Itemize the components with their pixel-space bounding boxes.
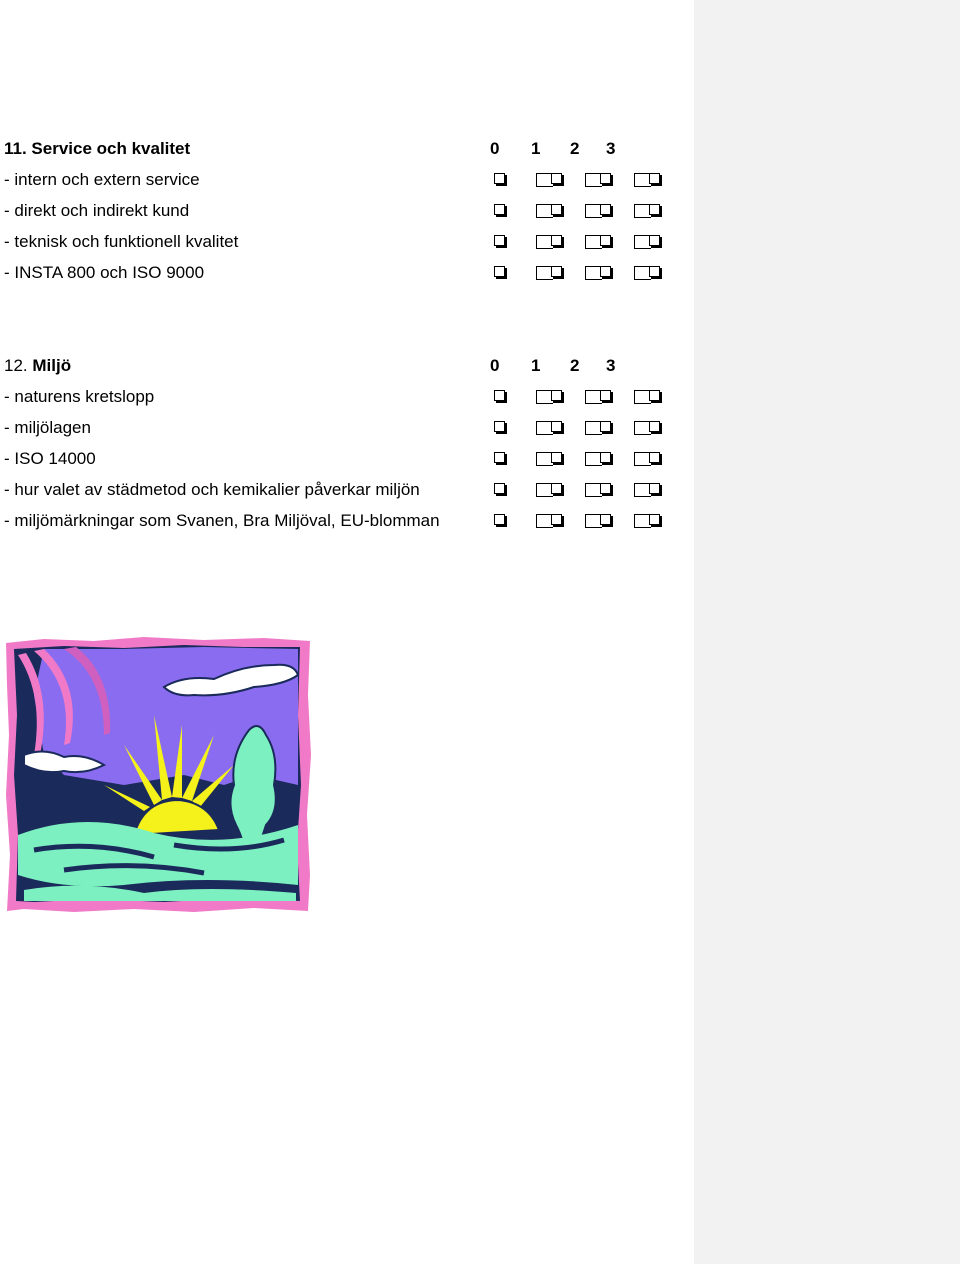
item-text: hur valet av städmetod och kemikalier påverkar miljön: [14, 480, 420, 499]
section-header: [0, 133, 694, 164]
checkbox-square: [649, 421, 660, 432]
checkbox-square: [649, 266, 660, 277]
section-environment: [0, 350, 694, 536]
rating-checkbox-1[interactable]: [536, 483, 562, 496]
checkbox-square: [600, 266, 611, 277]
checkbox-square: [551, 235, 562, 246]
list-item: [0, 195, 694, 226]
rating-checkbox-2[interactable]: [585, 514, 611, 527]
scale-1: 1: [531, 139, 541, 158]
scale-3: 3: [606, 139, 616, 158]
checkbox-square: [649, 235, 660, 246]
sunrise-landscape-picture: [4, 635, 312, 913]
list-item: [0, 257, 694, 288]
checkbox-square: [551, 173, 562, 184]
checkbox-square: [551, 483, 562, 494]
list-item: [0, 381, 694, 412]
rating-checkbox-0[interactable]: [493, 204, 505, 217]
checkbox-square: [494, 266, 505, 277]
checkbox-square: [649, 483, 660, 494]
rating-checkbox-3[interactable]: [634, 235, 660, 248]
checkbox-square: [600, 390, 611, 401]
checkbox-square: [600, 421, 611, 432]
rating-checkbox-0[interactable]: [493, 390, 505, 403]
checkbox-square: [649, 452, 660, 463]
checkbox-square: [494, 173, 505, 184]
item-dash: -: [4, 449, 10, 468]
item-dash: -: [4, 511, 10, 530]
checkbox-square: [551, 514, 562, 525]
list-item: [0, 474, 694, 505]
checkbox-square: [551, 421, 562, 432]
rating-checkbox-0[interactable]: [493, 452, 505, 465]
item-dash: -: [4, 201, 10, 220]
item-dash: -: [4, 387, 10, 406]
scale-1: 1: [531, 356, 541, 375]
rating-checkbox-1[interactable]: [536, 173, 562, 186]
item-dash: -: [4, 232, 10, 251]
section-header: [0, 350, 694, 381]
rating-checkbox-3[interactable]: [634, 390, 660, 403]
checkbox-square: [494, 483, 505, 494]
item-text: miljölagen: [14, 418, 91, 437]
checkbox-square: [551, 452, 562, 463]
scale-2: 2: [570, 356, 580, 375]
section-title: Miljö: [32, 356, 72, 375]
rating-checkbox-2[interactable]: [585, 452, 611, 465]
rating-checkbox-0[interactable]: [493, 235, 505, 248]
checkbox-square: [551, 390, 562, 401]
rating-checkbox-3[interactable]: [634, 421, 660, 434]
checkbox-square: [494, 514, 505, 525]
rating-checkbox-2[interactable]: [585, 266, 611, 279]
rating-checkbox-0[interactable]: [493, 514, 505, 527]
scale-0: 0: [490, 139, 500, 158]
checkbox-square: [494, 452, 505, 463]
checkbox-square: [600, 452, 611, 463]
rating-checkbox-2[interactable]: [585, 390, 611, 403]
item-text: INSTA 800 och ISO 9000: [14, 263, 205, 282]
rating-checkbox-3[interactable]: [634, 204, 660, 217]
rating-checkbox-2[interactable]: [585, 173, 611, 186]
checkbox-square: [649, 204, 660, 215]
rating-checkbox-1[interactable]: [536, 204, 562, 217]
item-text: ISO 14000: [14, 449, 96, 468]
rating-checkbox-0[interactable]: [493, 483, 505, 496]
scale-0: 0: [490, 356, 500, 375]
scale-3: 3: [606, 356, 616, 375]
side-panel: [694, 0, 960, 1264]
checkbox-square: [649, 173, 660, 184]
checkbox-square: [649, 514, 660, 525]
item-text: teknisk och funktionell kvalitet: [14, 232, 239, 251]
list-item: [0, 505, 694, 536]
checkbox-square: [494, 235, 505, 246]
scale-2: 2: [570, 139, 580, 158]
rating-checkbox-3[interactable]: [634, 514, 660, 527]
rating-checkbox-0[interactable]: [493, 421, 505, 434]
checkbox-square: [494, 204, 505, 215]
item-dash: -: [4, 170, 10, 189]
checkbox-square: [600, 204, 611, 215]
rating-checkbox-0[interactable]: [493, 266, 505, 279]
item-text: miljömärkningar som Svanen, Bra Miljöval, EU-blomman: [14, 511, 440, 530]
checkbox-square: [600, 235, 611, 246]
rating-checkbox-3[interactable]: [634, 483, 660, 496]
section-service-quality: [0, 133, 694, 288]
list-item: [0, 412, 694, 443]
item-dash: -: [4, 480, 10, 499]
checkbox-square: [494, 421, 505, 432]
rating-checkbox-1[interactable]: [536, 514, 562, 527]
checkbox-square: [494, 390, 505, 401]
rating-checkbox-2[interactable]: [585, 421, 611, 434]
item-dash: -: [4, 263, 10, 282]
section-number: 12.: [4, 356, 28, 375]
rating-checkbox-3[interactable]: [634, 452, 660, 465]
checkbox-square: [600, 173, 611, 184]
item-text: direkt och indirekt kund: [14, 201, 190, 220]
item-text: naturens kretslopp: [14, 387, 155, 406]
list-item: [0, 443, 694, 474]
checkbox-square: [649, 390, 660, 401]
checkbox-square: [551, 266, 562, 277]
checkbox-square: [551, 204, 562, 215]
item-text: intern och extern service: [14, 170, 200, 189]
checkbox-square: [600, 514, 611, 525]
rating-checkbox-1[interactable]: [536, 266, 562, 279]
rating-checkbox-1[interactable]: [536, 421, 562, 434]
rating-checkbox-2[interactable]: [585, 483, 611, 496]
rating-checkbox-1[interactable]: [536, 390, 562, 403]
list-item: [0, 164, 694, 195]
rating-checkbox-1[interactable]: [536, 235, 562, 248]
rating-checkbox-1[interactable]: [536, 452, 562, 465]
rating-checkbox-3[interactable]: [634, 173, 660, 186]
item-dash: -: [4, 418, 10, 437]
section-title: 11. Service och kvalitet: [4, 139, 191, 158]
rating-checkbox-2[interactable]: [585, 204, 611, 217]
checkbox-square: [600, 483, 611, 494]
list-item: [0, 226, 694, 257]
rating-checkbox-0[interactable]: [493, 173, 505, 186]
rating-checkbox-3[interactable]: [634, 266, 660, 279]
rating-checkbox-2[interactable]: [585, 235, 611, 248]
